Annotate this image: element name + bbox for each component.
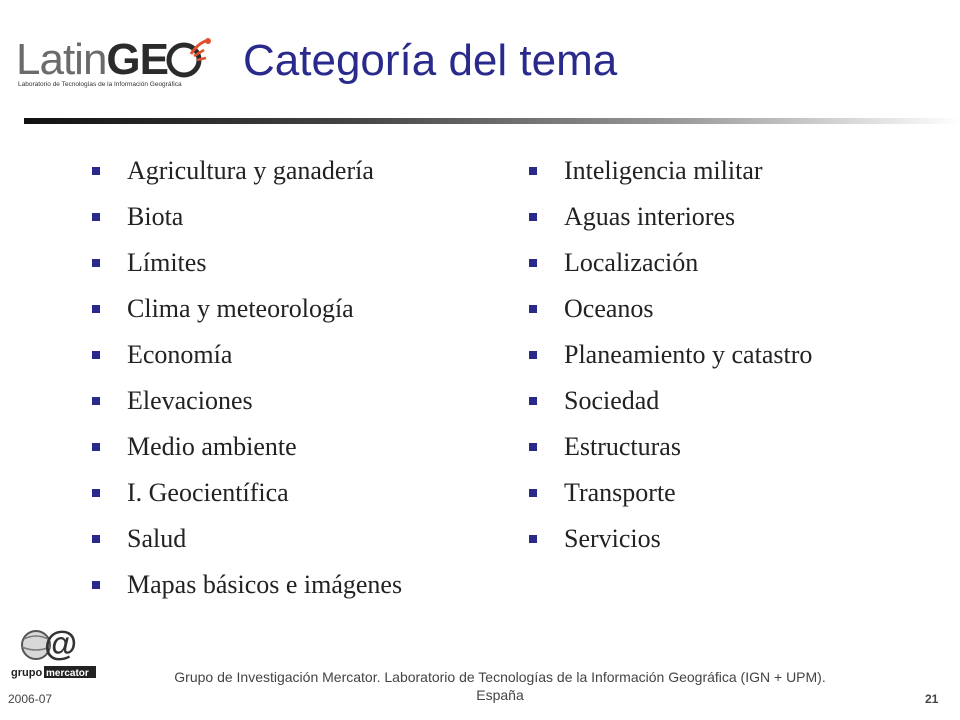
list-item: I. Geocientífica — [90, 470, 402, 516]
left-category-list — [90, 148, 402, 608]
bullet-square-icon — [92, 535, 100, 543]
list-item: Agricultura y ganadería — [90, 148, 402, 194]
slide-title: Categoría del tema — [243, 36, 618, 85]
page-number: 21 — [925, 692, 939, 706]
bullet-square-icon — [529, 535, 537, 543]
bullet-square-icon — [529, 305, 537, 313]
bullet-square-icon — [529, 397, 537, 405]
bullet-square-icon — [92, 213, 100, 221]
bullet-square-icon — [529, 443, 537, 451]
bullet-square-icon — [529, 167, 537, 175]
list-item: Inteligencia militar — [527, 148, 812, 194]
latingeo-logo — [14, 30, 214, 100]
list-item: Localización — [527, 240, 812, 286]
grupo-mercator-logo — [8, 625, 98, 685]
list-item: Salud — [90, 516, 402, 562]
bullet-square-icon — [92, 305, 100, 313]
bullet-square-icon — [92, 489, 100, 497]
list-item: Planeamiento y catastro — [527, 332, 812, 378]
bullet-square-icon — [92, 443, 100, 451]
right-category-list — [527, 148, 812, 562]
list-item: Sociedad — [527, 378, 812, 424]
bullet-square-icon — [529, 351, 537, 359]
svg-text:mercator: mercator — [46, 668, 89, 679]
globe-figure-icon — [164, 36, 214, 82]
bullet-square-icon — [529, 259, 537, 267]
footer-credit: Grupo de Investigación Mercator. Laboratorio de Tecnologías de la Información Geográfica (IGN + UPM). España — [174, 669, 826, 703]
bullet-square-icon — [529, 213, 537, 221]
logo-wordmark: LatinGE — [16, 35, 168, 84]
list-item: Mapas básicos e imágenes — [90, 562, 402, 608]
bullet-square-icon — [92, 397, 100, 405]
list-item: Límites — [90, 240, 402, 286]
title-divider — [24, 118, 960, 124]
logo-text: grupo — [11, 667, 43, 679]
list-item: Elevaciones — [90, 378, 402, 424]
list-item: Economía — [90, 332, 402, 378]
svg-text:@: @ — [44, 625, 78, 663]
logo-subtitle: Laboratorio de Tecnologías de la Información Geográfica — [18, 81, 182, 88]
footer-date: 2006-07 — [8, 692, 53, 706]
list-item: Estructuras — [527, 424, 812, 470]
list-item: Oceanos — [527, 286, 812, 332]
bullet-square-icon — [92, 581, 100, 589]
bullet-square-icon — [92, 259, 100, 267]
bullet-square-icon — [92, 167, 100, 175]
list-item: Aguas interiores — [527, 194, 812, 240]
list-item: Medio ambiente — [90, 424, 402, 470]
bullet-square-icon — [529, 489, 537, 497]
bullet-square-icon — [92, 351, 100, 359]
list-item: Transporte — [527, 470, 812, 516]
list-item: Biota — [90, 194, 402, 240]
list-item: Clima y meteorología — [90, 286, 402, 332]
list-item: Servicios — [527, 516, 812, 562]
